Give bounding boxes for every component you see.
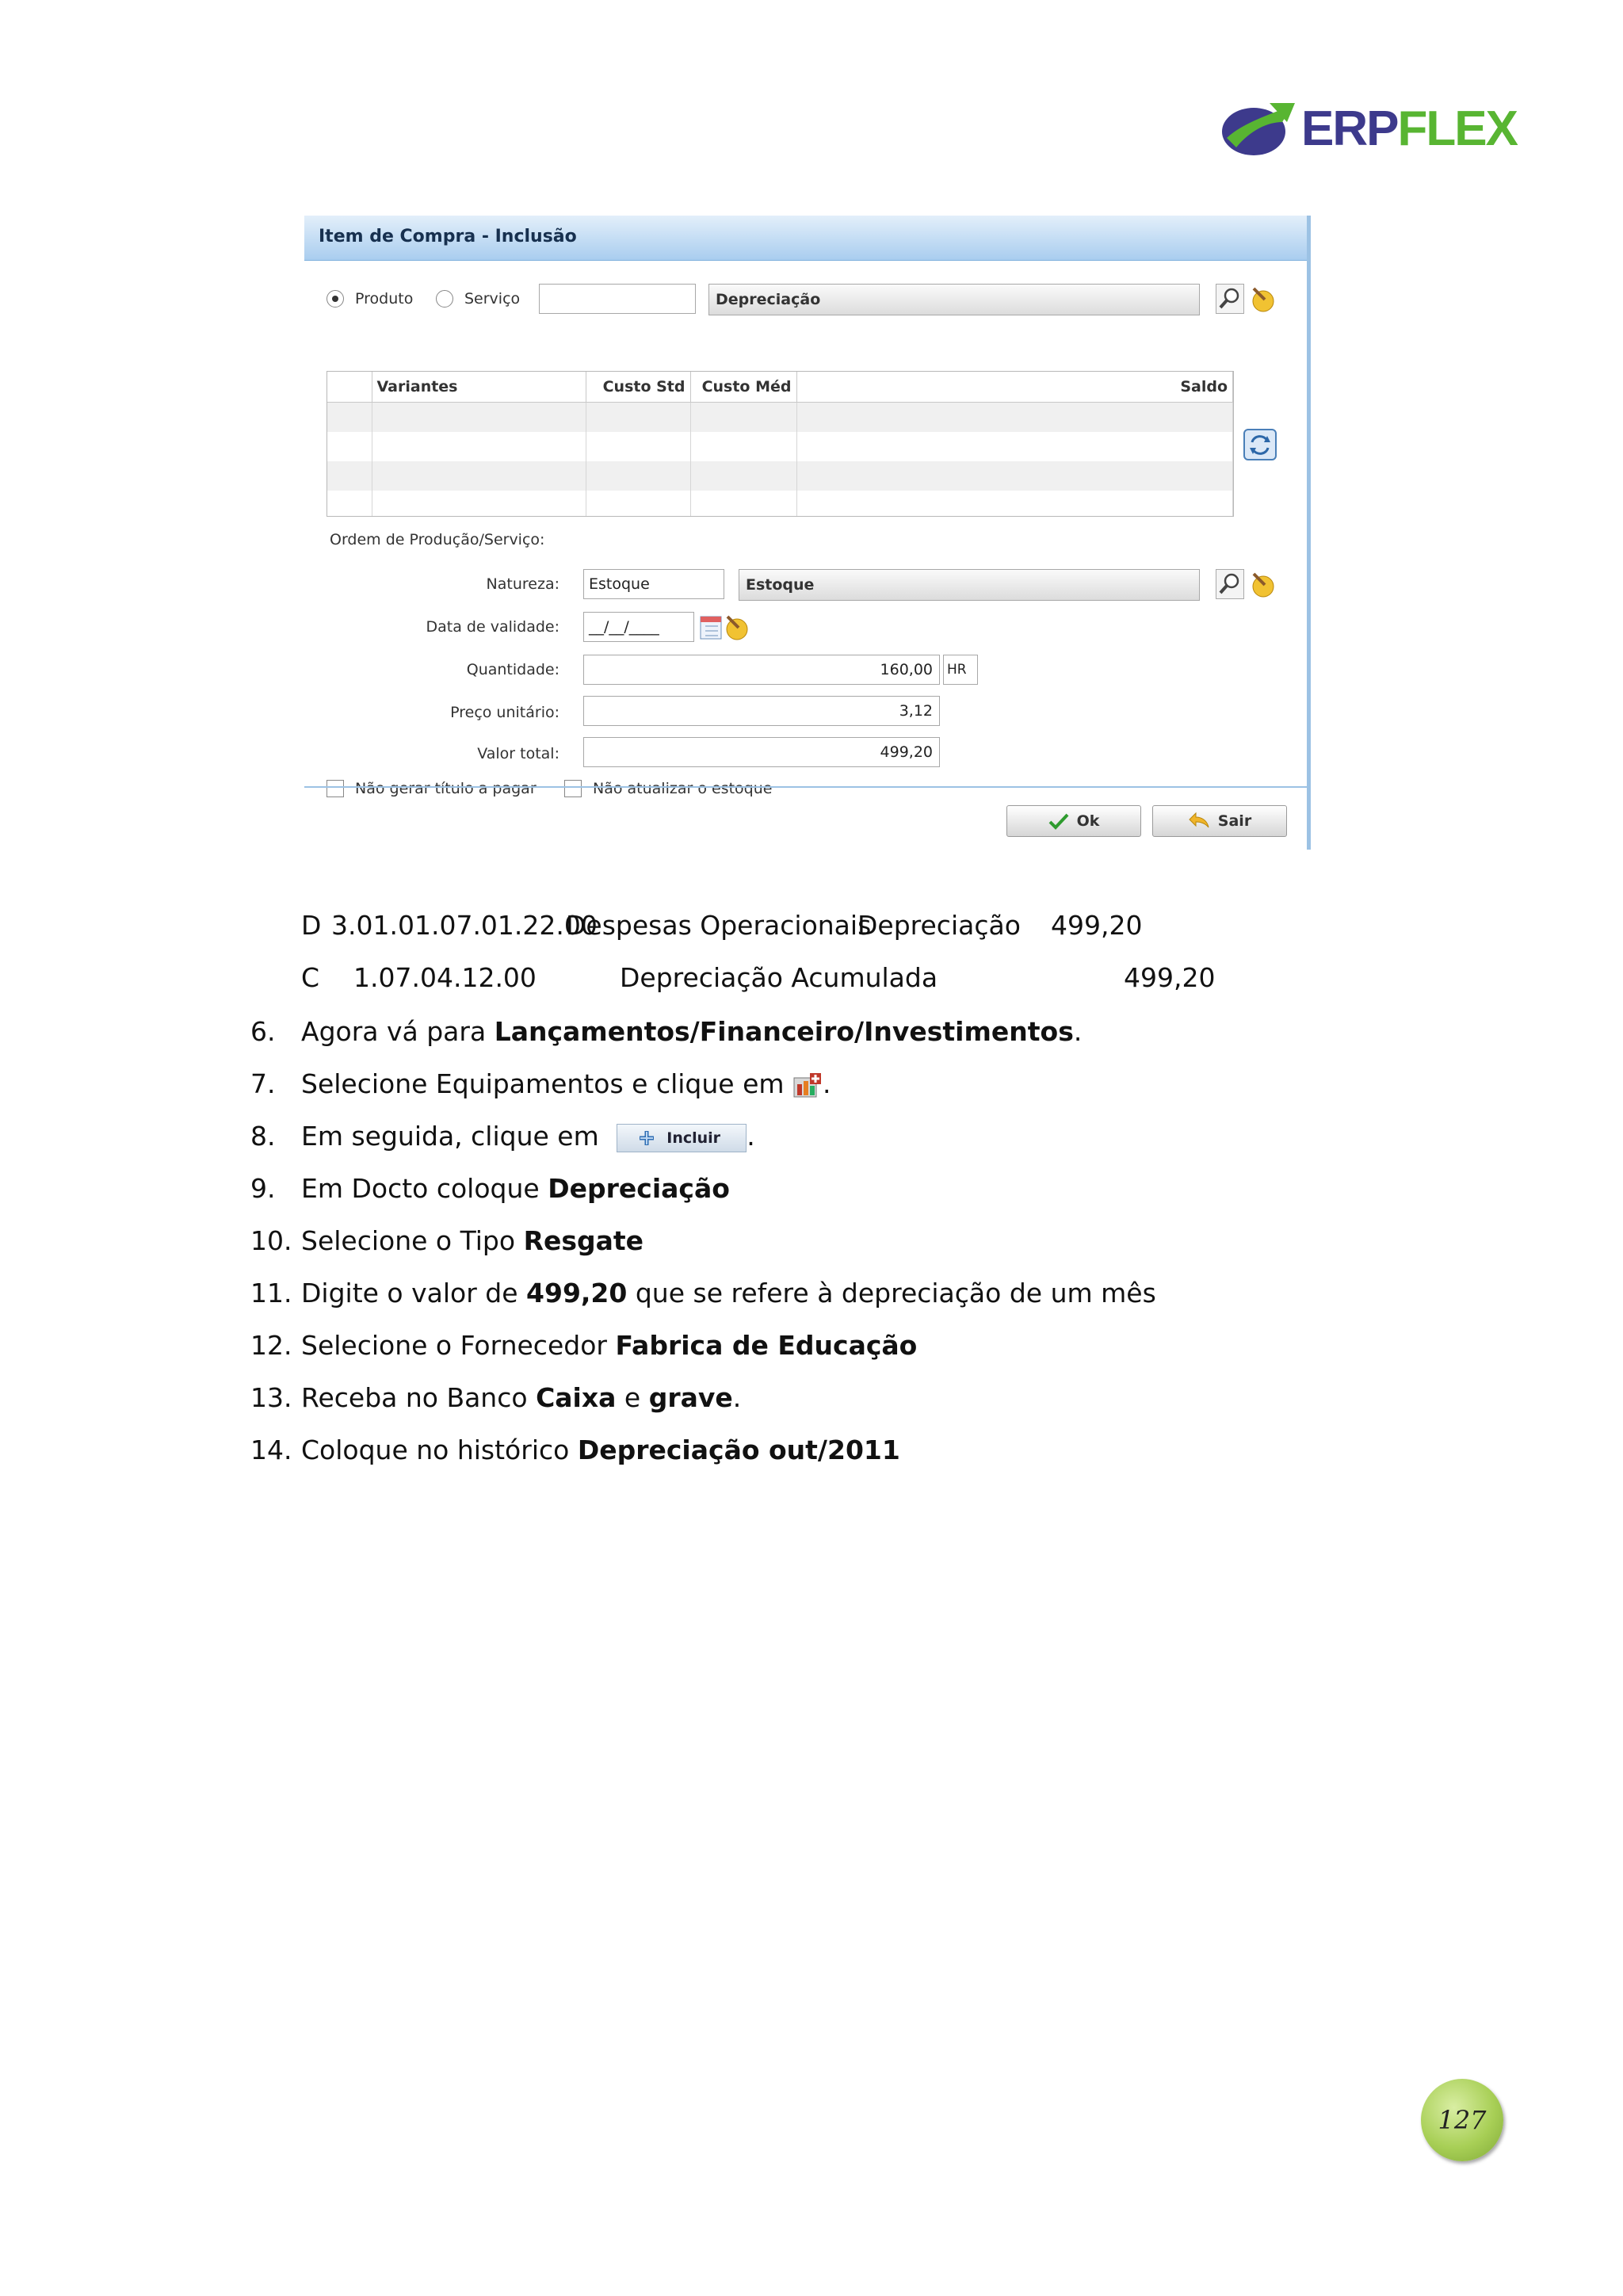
- step-13-number: 13.: [250, 1382, 292, 1413]
- nao-atualizar-estoque-checkbox[interactable]: [564, 780, 582, 797]
- step-7-pre: Selecione Equipamentos e clique em: [301, 1068, 793, 1099]
- step-13-text: [301, 1382, 741, 1413]
- validade-label: Data de validade:: [426, 618, 559, 636]
- entry-d-group: Despesas Operacionais: [566, 910, 872, 941]
- incluir-button-image: [617, 1124, 747, 1152]
- step-13-bold2: grave: [648, 1382, 733, 1413]
- step-8-text: [301, 1121, 755, 1152]
- entry-d-dc: D: [301, 910, 322, 941]
- table-row[interactable]: [327, 461, 1233, 491]
- nao-gerar-titulo-checkbox[interactable]: [327, 780, 344, 797]
- natureza-label: Natureza:: [486, 575, 559, 593]
- page-number-badge: [1421, 2079, 1503, 2161]
- investment-add-icon: [792, 1072, 823, 1100]
- step-14-number: 14.: [250, 1435, 292, 1465]
- step-14-pre: Coloque no histórico: [301, 1435, 578, 1465]
- preco-label: Preço unitário:: [450, 704, 559, 721]
- step-7-post: .: [823, 1068, 831, 1099]
- dialog-divider: [304, 786, 1307, 788]
- step-6-sep2: /: [854, 1016, 865, 1047]
- preco-unitario-input[interactable]: 3,12: [583, 696, 940, 726]
- sair-button-label: Sair: [1217, 812, 1252, 830]
- step-6-number: 6.: [250, 1016, 276, 1047]
- search-icon[interactable]: [1216, 284, 1244, 314]
- nao-atualizar-estoque-label: Não atualizar o estoque: [593, 780, 773, 797]
- step-13-mid: e: [616, 1382, 649, 1413]
- step-7-number: 7.: [250, 1068, 276, 1099]
- step-6-bold2: Financeiro: [699, 1016, 855, 1047]
- step-10-pre: Selecione o Tipo: [301, 1225, 524, 1256]
- search-icon[interactable]: [1216, 569, 1244, 599]
- check-icon: [1048, 812, 1069, 830]
- servico-radio-label: Serviço: [464, 290, 521, 308]
- ok-button[interactable]: [1006, 805, 1141, 837]
- calendar-icon[interactable]: [699, 613, 723, 640]
- step-10-number: 10.: [250, 1225, 292, 1256]
- step-13-bold: Caixa: [536, 1382, 617, 1413]
- table-row[interactable]: [327, 403, 1233, 433]
- step-11-bold: 499,20: [526, 1278, 628, 1308]
- variantes-grid: [327, 371, 1234, 517]
- grid-header-blank: [327, 372, 372, 403]
- step-6-sep1: /: [689, 1016, 700, 1047]
- table-row[interactable]: [327, 491, 1233, 517]
- sair-button[interactable]: [1152, 805, 1287, 837]
- step-9-bold: Depreciação: [548, 1173, 730, 1204]
- step-8-number: 8.: [250, 1121, 276, 1152]
- entry-d-value: 499,20: [1051, 910, 1143, 941]
- step-12-pre: Selecione o Fornecedor: [301, 1330, 616, 1361]
- exit-arrow-icon: [1188, 812, 1210, 831]
- step-8-pre: Em seguida, clique em: [301, 1121, 608, 1152]
- grid-header-saldo: Saldo: [796, 372, 1233, 403]
- valor-total-input[interactable]: 499,20: [583, 737, 940, 767]
- step-12-number: 12.: [250, 1330, 292, 1361]
- validade-date-input[interactable]: __/__/____: [583, 612, 694, 642]
- step-11-number: 11.: [250, 1278, 292, 1308]
- logo-wordmark: [1301, 101, 1517, 157]
- page-number: 127: [1438, 2105, 1487, 2135]
- ordem-producao-label: Ordem de Produção/Serviço:: [330, 531, 545, 548]
- entry-c-account: 1.07.04.12.00: [353, 962, 537, 993]
- step-10-bold: Resgate: [523, 1225, 644, 1256]
- clear-broom-icon[interactable]: [723, 612, 751, 642]
- step-12-text: [301, 1330, 917, 1361]
- item-code-input[interactable]: [539, 284, 696, 314]
- unit-field: HR: [943, 655, 978, 685]
- step-13-post: .: [732, 1382, 742, 1413]
- natureza-lookup-field[interactable]: Estoque: [739, 569, 1200, 601]
- item-lookup-field[interactable]: Depreciação: [708, 284, 1200, 315]
- entry-c-dc: C: [301, 962, 320, 993]
- step-10-text: [301, 1225, 643, 1256]
- step-11-pre: Digite o valor de: [301, 1278, 527, 1308]
- nao-gerar-titulo-label: Não gerar título a pagar: [355, 780, 537, 797]
- ok-button-label: Ok: [1076, 812, 1100, 830]
- step-14-text: [301, 1435, 900, 1465]
- quantidade-label: Quantidade:: [466, 661, 559, 678]
- table-row[interactable]: [327, 432, 1233, 461]
- valor-total-label: Valor total:: [477, 745, 559, 762]
- dialog-titlebar: [304, 216, 1307, 261]
- servico-radio[interactable]: [436, 290, 453, 308]
- entry-c-name: Depreciação Acumulada: [620, 962, 938, 993]
- dialog-title: Item de Compra - Inclusão: [319, 227, 577, 246]
- entry-d-name: Depreciação: [857, 910, 1021, 941]
- entry-d-account: 3.01.01.07.01.22.00: [331, 910, 598, 941]
- step-9-number: 9.: [250, 1173, 276, 1204]
- step-6-bold: Lançamentos: [494, 1016, 690, 1047]
- quantidade-input[interactable]: 160,00: [583, 655, 940, 685]
- logo-erp-text: ERP: [1301, 101, 1398, 156]
- logo-flex-text: FLEX: [1397, 101, 1517, 156]
- step-6-pre: Agora vá para: [301, 1016, 495, 1047]
- dialog-body: [304, 260, 1307, 795]
- step-9-pre: Em Docto coloque: [301, 1173, 548, 1204]
- natureza-code-input[interactable]: Estoque: [583, 569, 724, 599]
- grid-header-variantes: Variantes: [372, 372, 586, 403]
- step-9-text: [301, 1173, 730, 1204]
- clear-broom-icon[interactable]: [1249, 569, 1277, 599]
- step-11-post: que se refere à depreciação de um mês: [627, 1278, 1156, 1308]
- clear-broom-icon[interactable]: [1249, 284, 1277, 314]
- step-6-text: [301, 1016, 1082, 1047]
- grid-header-custo-med: Custo Méd: [690, 372, 796, 403]
- entry-c-value: 499,20: [1124, 962, 1216, 993]
- incluir-button-label: Incluir: [666, 1129, 721, 1147]
- step-6-bold3: Investimentos: [864, 1016, 1074, 1047]
- step-7-text: [301, 1068, 831, 1100]
- step-13-pre: Receba no Banco: [301, 1382, 537, 1413]
- logo-swoosh-icon: [1220, 98, 1296, 160]
- item-compra-dialog: [304, 216, 1311, 850]
- grid-header-custo-std: Custo Std: [586, 372, 690, 403]
- plus-icon: [638, 1129, 655, 1147]
- produto-radio[interactable]: [327, 290, 344, 308]
- erpflex-logo: [1220, 98, 1517, 162]
- step-8-post: .: [747, 1121, 755, 1152]
- step-6-post: .: [1073, 1016, 1083, 1047]
- step-12-bold: Fabrica de Educação: [615, 1330, 918, 1361]
- produto-radio-label: Produto: [355, 290, 414, 308]
- step-14-bold: Depreciação out/2011: [577, 1435, 900, 1465]
- step-11-text: [301, 1278, 1156, 1308]
- refresh-icon[interactable]: [1243, 428, 1277, 461]
